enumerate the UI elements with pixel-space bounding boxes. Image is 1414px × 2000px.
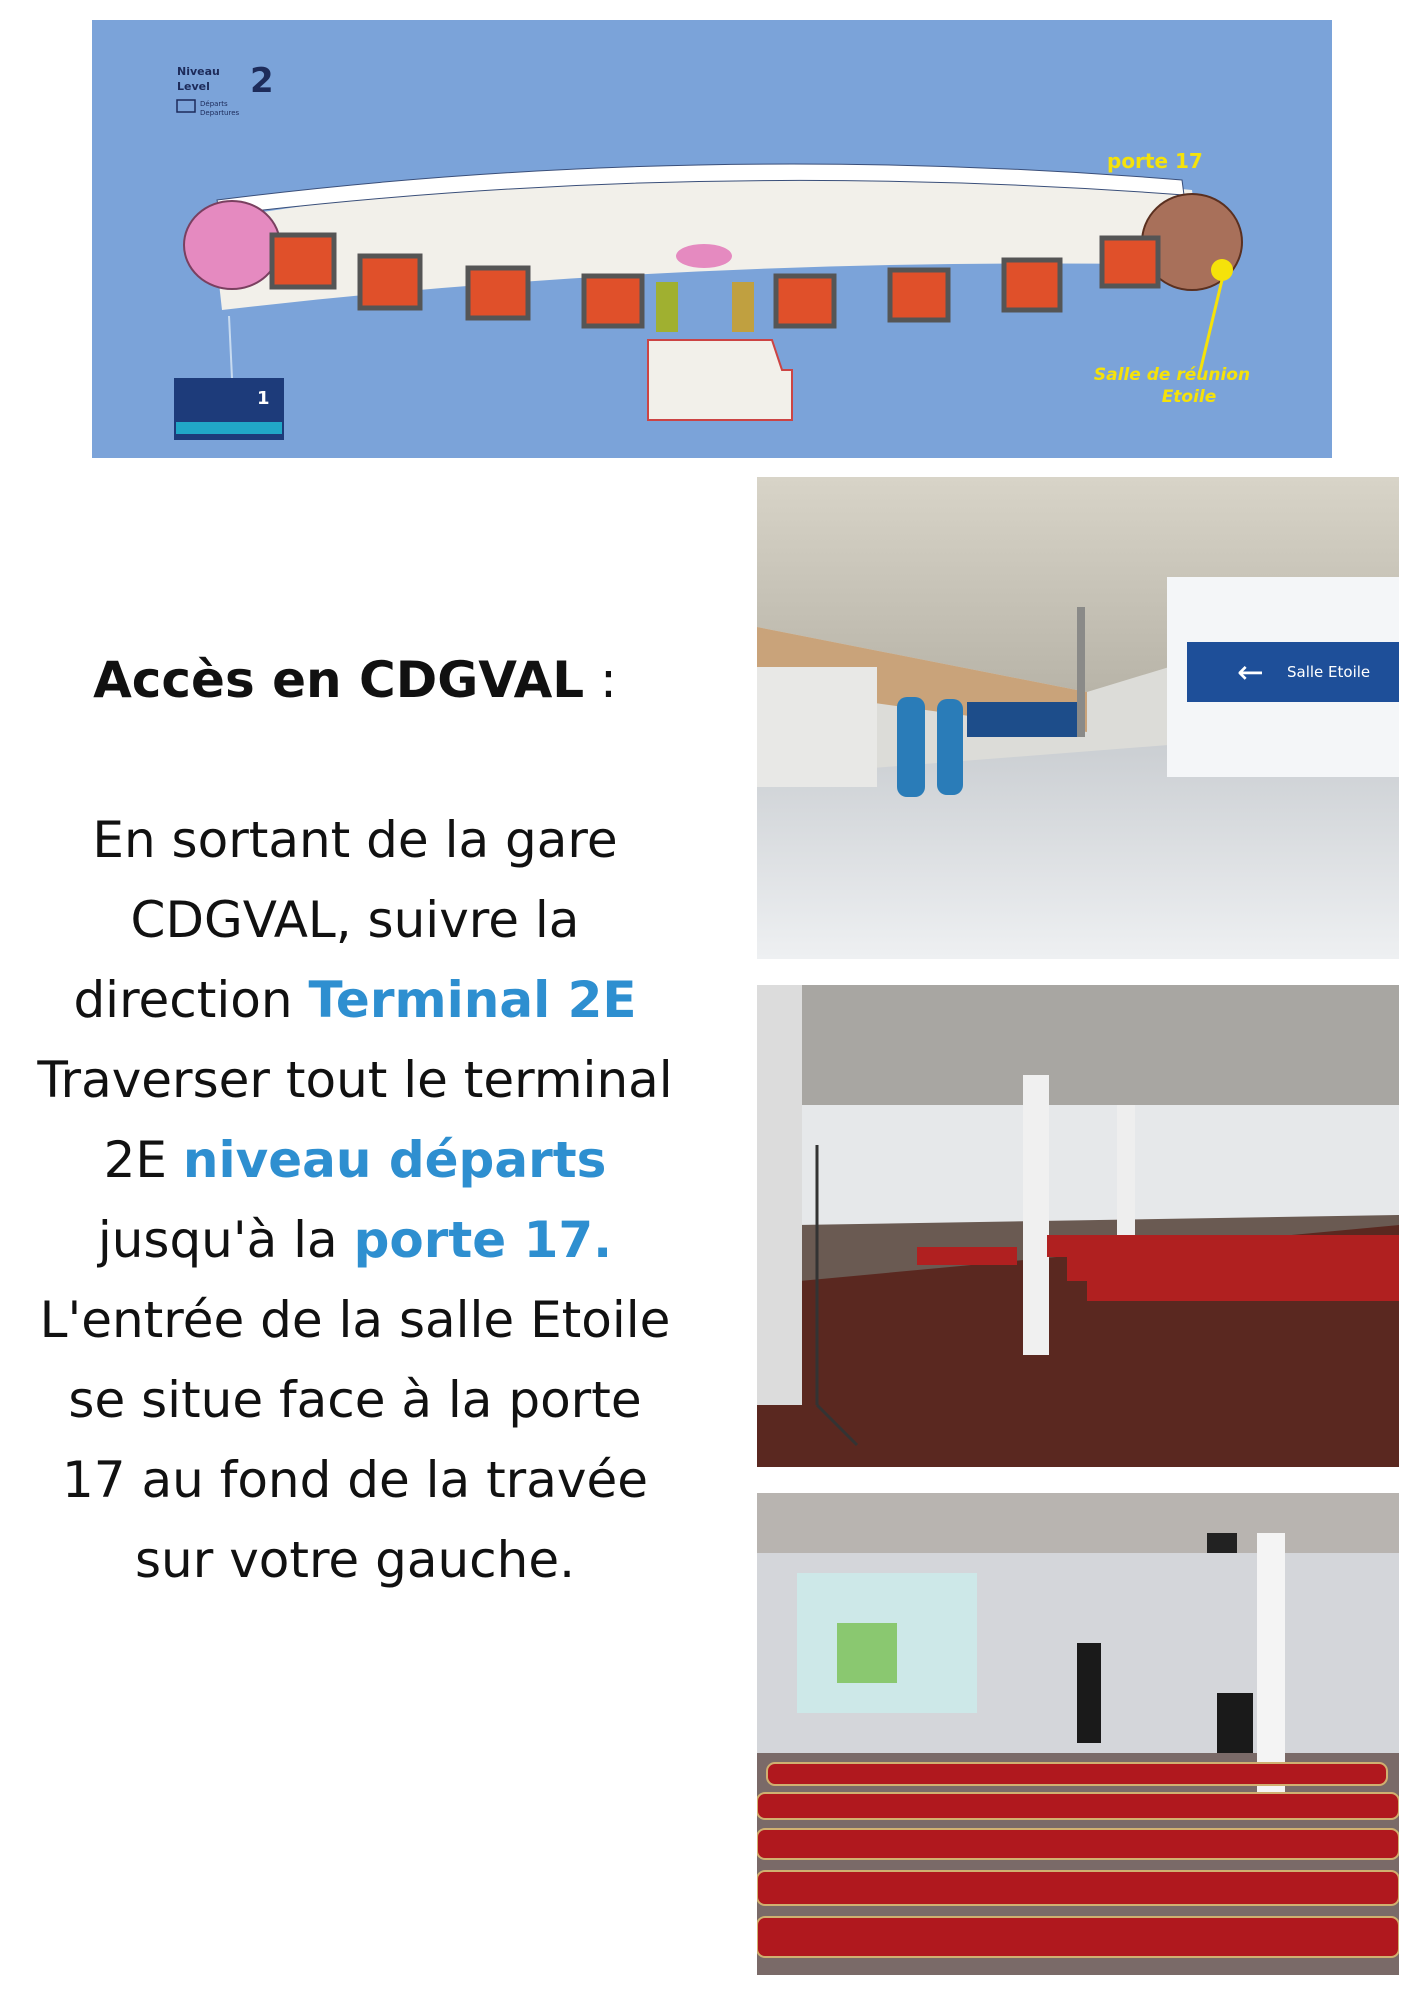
instructions-heading: Accès en CDGVAL (93, 651, 585, 709)
photo-meeting-room-screen (757, 1493, 1399, 1975)
gate-block (890, 270, 948, 320)
terminal-map (92, 20, 1332, 458)
access-instructions (30, 640, 680, 1600)
map-level-number: 2 (250, 61, 274, 101)
instructions-p1-highlight: Terminal 2E (308, 971, 637, 1029)
instructions-p2-tail: jusqu'à la (97, 1211, 354, 1269)
spacer (30, 720, 680, 800)
gate-block (272, 235, 334, 287)
photo-meeting-room-screen-image (757, 1493, 1399, 1975)
instructions-p2-text: Traverser tout le terminal 2E (37, 1051, 673, 1189)
instructions-heading-line (30, 640, 680, 720)
gate-block (468, 268, 528, 318)
gate-block-yellow (732, 282, 754, 332)
gate-block (360, 256, 420, 308)
hall-sign-text: Salle Etoile (1287, 663, 1371, 681)
instructions-paragraph-1 (30, 800, 680, 1040)
map-legend-band (176, 422, 282, 434)
instructions-paragraph-2 (30, 1040, 680, 1280)
photo-terminal-hall (757, 477, 1399, 959)
gate-block (1004, 260, 1060, 310)
map-level-sub-en: Departures (200, 109, 240, 117)
meeting-room-marker (1211, 259, 1233, 281)
map-legend-level: 1 (257, 388, 270, 409)
pink-pier (184, 201, 280, 289)
gate-block-green (656, 282, 678, 332)
instructions-p2-highlight-2: porte 17. (353, 1211, 613, 1269)
map-room-label-line2: Etoile (1161, 387, 1217, 407)
instructions-p1-text: En sortant de la gare CDGVAL, suivre la direction (73, 811, 618, 1029)
terminal-map-drawing (92, 20, 1332, 458)
station-block (648, 340, 792, 420)
instructions-heading-suffix: : (584, 651, 617, 709)
gate-block (584, 276, 642, 326)
map-level-label-en: Level (177, 80, 210, 93)
photo-meeting-room-image (757, 985, 1399, 1467)
map-level-sub-fr: Départs (200, 100, 228, 108)
gate-block (776, 276, 834, 326)
instructions-paragraph-3: L'entrée de la salle Etoile se situe face à la porte 17 au fond de la travée sur votre gauche. (39, 1291, 671, 1589)
gate-block (1102, 238, 1158, 286)
map-gate-label: porte 17 (1107, 149, 1203, 173)
arrow-left-icon: ← (1237, 653, 1264, 691)
photo-meeting-room (757, 985, 1399, 1467)
instructions-p2-highlight: niveau départs (182, 1131, 607, 1189)
map-level-label-fr: Niveau (177, 65, 220, 78)
photo-terminal-hall-image (757, 477, 1399, 959)
map-room-label-line1: Salle de réunion (1093, 365, 1251, 385)
central-area (676, 244, 732, 268)
